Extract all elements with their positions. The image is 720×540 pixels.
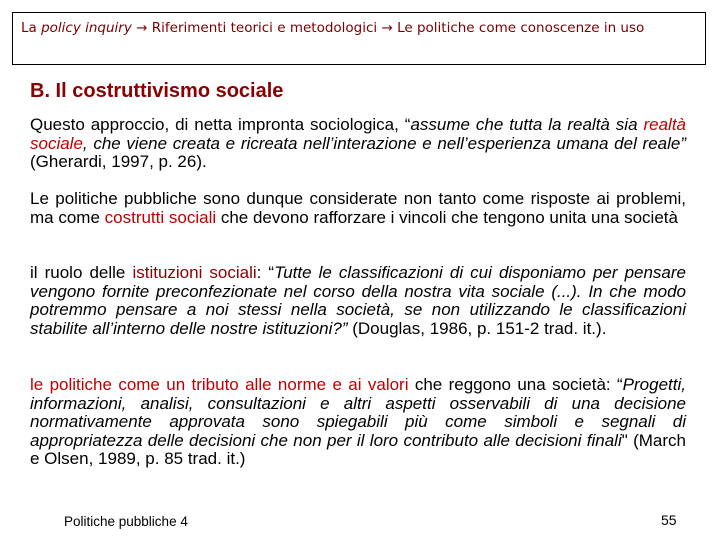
page-number: 55 (661, 512, 677, 528)
highlight-norme-valori: le politiche come un tributo alle norme e ai valori (30, 375, 409, 394)
section-title: B. Il costruttivismo sociale (30, 80, 284, 102)
breadcrumb-item-3: Le politiche come conoscenze in uso (397, 20, 645, 36)
footer-course-label: Politiche pubbliche 4 (64, 514, 188, 529)
breadcrumb-item-2: Riferimenti teorici e metodologici (151, 20, 378, 36)
highlight-costrutti-sociali: costrutti sociali (104, 207, 217, 227)
paragraph-istituzioni: il ruolo delle istituzioni sociali: “Tutte le classificazioni di cui disponiamo per pensare vengono fornite preconfezionate nel corso della nostra vita sociale (...). In che modo potremmo pensare a noi stessi nella società, se non utilizzando le classificazioni stabilite all’interno delle nostre istituzioni?” (Douglas, 1986, p. 151-2 trad. it.). (30, 263, 686, 338)
arrow-right-icon: → (381, 20, 393, 36)
arrow-right-icon: → (136, 20, 148, 36)
paragraph-costruttivismo: Questo approccio, di netta impronta sociologica, “assume che tutta la realtà sia realtà sociale, che viene creata e ricreata nell’interazione e nell’esperienza umana del reale” (Gherardi, 1997, p. 26). (30, 115, 686, 171)
breadcrumb (12, 12, 706, 65)
paragraph-norme-valori: le politiche come un tributo alle norme e ai valori che reggono una società: “Progetti, informazioni, analisi, consultazioni e altri aspetti osservabili di una decisione normativamente approvata sono spiegabili più come simboli e segnali di appropriatezza delle decisioni che non per il loro contributo alle decisioni finali" (March e Olsen, 1989, p. 85 trad. it.) (30, 375, 686, 468)
highlight-realta-sociale: realtà sociale (30, 115, 686, 153)
breadcrumb-item-1: La policy inquiry (21, 20, 132, 36)
paragraph-politiche-pubbliche: Le politiche pubbliche sono dunque considerate non tanto come risposte ai problemi, ma come costrutti sociali che devono rafforzare i vincoli che tengono unita una società (30, 189, 686, 227)
highlight-istituzioni-sociali: istituzioni sociali (132, 263, 257, 282)
